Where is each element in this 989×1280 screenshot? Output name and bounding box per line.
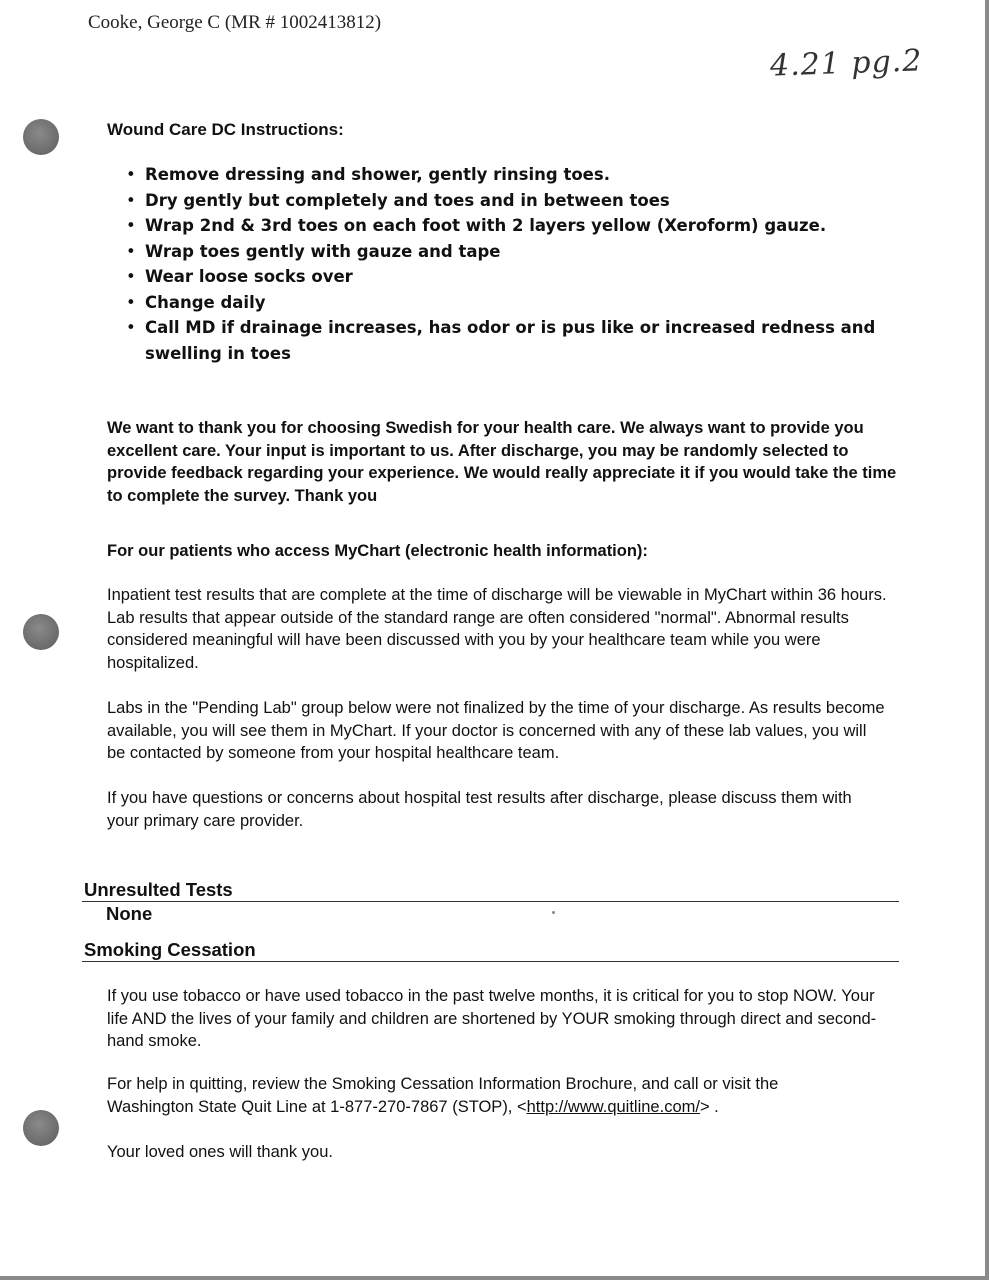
quitline-paragraph <box>107 1073 867 1118</box>
list-item-text: Wrap toes gently with gauze and tape <box>145 241 501 261</box>
list-item-text: Remove dressing and shower, gently rinsing toes. <box>145 165 610 184</box>
unresulted-tests-value: None <box>106 903 153 924</box>
list-item <box>126 188 886 214</box>
list-item <box>126 315 886 366</box>
smoking-paragraph: If you use tobacco or have used tobacco in the past twelve months, it is critical for you to stop NOW. Your life AND the lives of your family and children are shortened by YOUR smoking through direct and second-hand smoke. <box>107 987 877 1051</box>
section-divider <box>82 961 899 962</box>
scan-speck <box>552 911 555 914</box>
wound-care-heading: Wound Care DC Instructions: <box>107 120 344 139</box>
bullet-icon: • <box>126 267 136 286</box>
list-item <box>126 264 886 290</box>
list-item-text: Dry gently but completely and toes and in between toes <box>145 190 670 210</box>
list-item-text: Call MD if drainage increases, has odor or is pus like or increased redness and swelling in toes <box>145 318 876 363</box>
closing-line: Your loved ones will thank you. <box>107 1143 333 1161</box>
thank-you-paragraph: We want to thank you for choosing Swedish for your health care. We always want to provide you excellent care. Your input is important to us. After discharge, you may be randomly selected to provide feedback regarding your experience. We would really appreciate it if you would take the time to complete the survey. Thank you <box>107 419 897 506</box>
mychart-paragraph: Labs in the "Pending Lab" group below were not finalized by the time of your discharge. As results become available, you will see them in MyChart. If your doctor is concerned with any of these lab values, you will be contacted by someone from your hospital healthcare team. <box>107 699 885 763</box>
mychart-heading: For our patients who access MyChart (electronic health information): <box>107 542 648 560</box>
bullet-icon: • <box>126 292 136 312</box>
page-edge <box>0 1276 989 1280</box>
wound-care-list <box>126 162 886 366</box>
bullet-icon: • <box>126 216 136 235</box>
list-item-text: Wear loose socks over <box>145 267 353 286</box>
unresulted-tests-heading: Unresulted Tests <box>84 879 233 900</box>
bullet-icon: • <box>126 318 136 337</box>
smoking-cessation-heading: Smoking Cessation <box>84 939 256 960</box>
punch-hole <box>23 614 59 650</box>
list-item-text: Wrap 2nd & 3rd toes on each foot with 2 layers yellow (Xeroform) gauze. <box>145 216 827 235</box>
punch-hole <box>23 119 59 155</box>
quitline-text: For help in quitting, review the Smoking Cessation Information Brochure, and call or visit the Washington State Quit Line at 1-877-270-7867 (STOP), < <box>107 1075 779 1116</box>
list-item-text: Change daily <box>145 292 266 312</box>
quitline-text-end: > . <box>699 1097 719 1116</box>
mychart-paragraph: If you have questions or concerns about hospital test results after discharge, please discuss them with your primary care provider. <box>107 789 852 830</box>
list-item <box>126 213 886 239</box>
list-item <box>126 290 886 316</box>
quitline-link[interactable]: http://www.quitline.com/ <box>526 1097 700 1116</box>
list-item <box>126 239 886 265</box>
handwritten-page-note: 4.21 pg.2 <box>769 43 923 84</box>
patient-header: Cooke, George C (MR # 1002413812) <box>88 12 382 33</box>
section-divider <box>82 901 899 902</box>
bullet-icon: • <box>126 190 136 210</box>
bullet-icon: • <box>126 165 136 184</box>
list-item <box>126 162 886 188</box>
mychart-paragraph: Inpatient test results that are complete at the time of discharge will be viewable in MyChart within 36 hours. Lab results that appear outside of the standard range are often considered "normal". Abnormal results considered meaningful will have been discussed with you by your healthcare team while you were hospitalized. <box>107 586 887 673</box>
punch-hole <box>23 1110 59 1146</box>
page-edge <box>985 0 989 1280</box>
bullet-icon: • <box>126 241 136 261</box>
